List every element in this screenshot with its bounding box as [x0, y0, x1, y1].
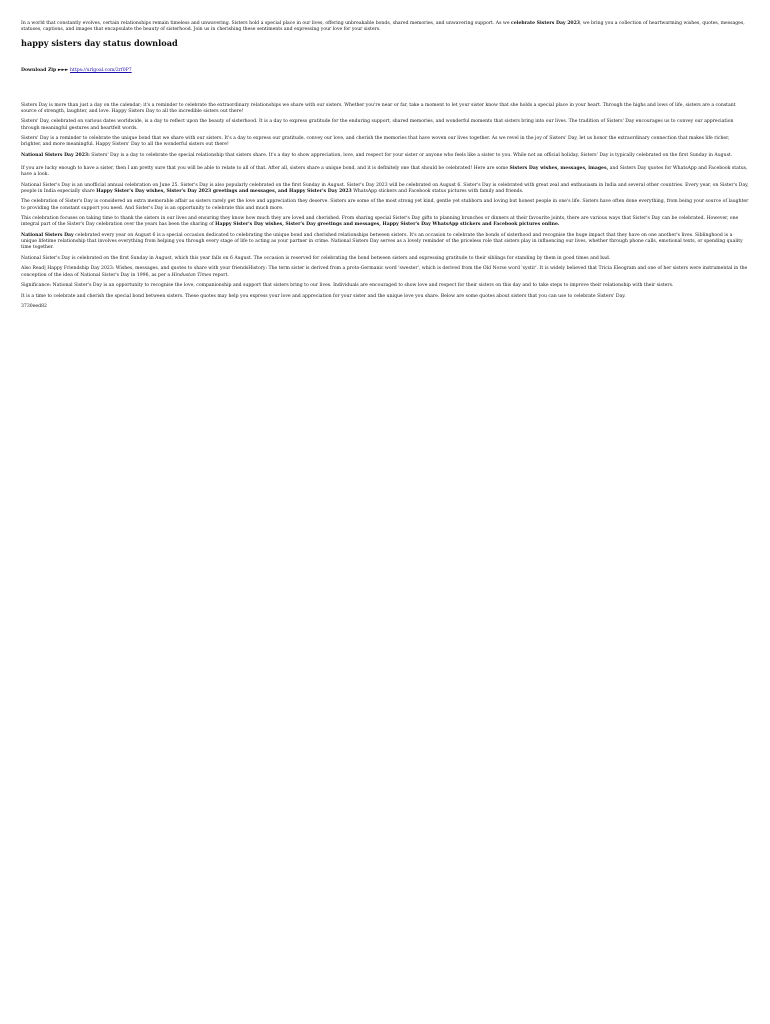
- paragraph-9-text: celebrated every year on August 6 is a special occasion dedicated to celebrating the unique bond and cherished relationships between sisters. It's an occasion to celebrate the bonds of sisterhood and recognise the huge impact that they have on one another's lives. Siblinghood is a unique lifetime relationship that involves everything from helping you through every stage of life to acting as your partner in crime. National Sisters Day serves as a lovely reminder of the priceless role that sisters play in influencing our lives, whether through phone calls, emotional texts, or spending quality time together.: [21, 232, 743, 251]
- paragraph-7: The celebration of Sister's Day is considered an extra memorable affair as sisters rarely get the love and appreciation they deserve. Sisters are some of the most strong yet kind, gentle yet stubborn and loving but honest people in one's life. Sisters have often done everything, from being your source of laughter to providing the constant support you need. And Sister's Day is an opportunity to celebrate this and much more.: [21, 199, 749, 211]
- paragraph-9: [21, 233, 749, 252]
- download-line: [21, 68, 749, 74]
- paragraph-6-after: WhatsApp stickers and Facebook status pictures with family and friends.: [351, 188, 524, 194]
- paragraph-4-text: Sisters' Day is a day to celebrate the special relationship that sisters share. It's a day to show appreciation, love, and respect for your sister or anyone who feels like a sister to you. While not an official holiday, Sisters' Day is typically celebrated on the first Sunday in August.: [89, 152, 733, 158]
- intro-paragraph: [21, 21, 749, 34]
- paragraph-8: [21, 216, 749, 229]
- paragraph-1: Sisters Day is more than just a day on the calendar; it's a reminder to celebrate the extraordinary relationships we share with our sisters. Whether you're near or far, take a moment to let your sister know that she holds a special place in your heart. Through the highs and lows of life, sisters are a constant source of strength, laughter, and love. Happy Sisters Day to all the incredible sisters out there!: [21, 102, 736, 114]
- paragraph-11-before: Also Read| Happy Friendship Day 2023: Wishes, messages, and quotes to share with your friendsHistory: The term sister is derived from a proto-Germanic word 'swester', which is derived from the Old Norse word 'systir'. It is widely believed that Tricia Eleogram and one of her sisters were instrumental in the conception of the idea of National Sister's Day in 1996, as per a: [21, 266, 748, 278]
- paragraph-11: [21, 266, 749, 279]
- paragraph-5-bold: Sisters Day wishes, messages, images,: [509, 165, 609, 171]
- paragraph-11-italic: Hindustan Times: [171, 272, 212, 278]
- intro-text-before: In a world that constantly evolves, certain relationships remain timeless and unwavering. Sisters hold a special place in our lives, offering unbreakable bonds, shared memories, and unwavering support. As we: [21, 21, 512, 26]
- paragraph-10: National Sister's Day is celebrated on the first Sunday in August, which this year falls on 6 August. The occasion is reserved for celebrating the bond between sisters and expressing gratitude to their siblings for standing by them in good times and bad.: [21, 255, 611, 261]
- intro-bold: celebrate Sisters Day 2023: [511, 21, 580, 26]
- paragraph-8-before: This celebration focuses on taking time to thank the sisters in our lives and ensuring they know how much they are loved and cherished. From sharing special Sister's Day gifts to planning brunches or dinners at their favourite joints, there are various ways that Sister's Day can be celebrated. However, one integral part of the Sister's Day celebration over the years has been the sharing of: [21, 216, 739, 228]
- paragraph-12: Significance: National Sister's Day is an opportunity to recognise the love, companionship and support that sisters bring to our lives. Individuals are encouraged to show love and respect for their sisters on this day and to take steps to improve their relationship with their sisters.: [21, 283, 674, 289]
- paragraph-6: [21, 183, 749, 196]
- paragraph-6-before: National Sister's Day is an unofficial annual celebration on June 25. Sister's Day is also popularly celebrated on the first Sunday in August. Sister's Day 2023 will be celebrated on August 6. Sister's Day is celebrated with great zeal and enthusiasm in India and several other countries. Every year, on Sister's Day, people in India especially share: [21, 182, 749, 194]
- download-link[interactable]: https://urlgoal.com/2rf0P7: [70, 67, 132, 73]
- paragraph-3: Sisters' Day is a reminder to celebrate the unique bond that we share with our sisters. It's a day to express our gratitude, convey our love, and cherish the memories that have woven our lives together. As we revel in the joy of Sisters' Day, let us honor the extraordinary connection that makes life richer, brighter, and more meaningful. Happy Sisters' Day to all the wonderful sisters out there!: [21, 136, 730, 148]
- paragraph-4: [21, 153, 749, 159]
- paragraph-11-after: report.: [211, 272, 229, 278]
- paragraph-5-before: If you are lucky enough to have a sister, then I am pretty sure that you will be able to relate to all of that. After all, sisters share a unique bond, and it is definitely one that should be celebrated! Here are some: [21, 165, 510, 171]
- paragraph-4-bold: National Sisters Day 2023:: [21, 152, 90, 158]
- paragraph-2: Sisters' Day, celebrated on various dates worldwide, is a day to reflect upon the beauty of sisterhood. It is a day to express gratitude for the enduring support, shared memories, and wonderful moments that sisters bring into our lives. The tradition of Sisters' Day encourages us to convey our appreciation through meaningful gestures and heartfelt words.: [21, 119, 734, 131]
- paragraph-5-after: and Sisters Day quotes for WhatsApp and Facebook status, have a look.: [21, 165, 748, 178]
- paragraph-9-bold: National Sisters Day: [21, 232, 74, 238]
- paragraph-13: It is a time to celebrate and cherish the special bond between sisters. These quotes may help you express your love and appreciation for your sister and the unique love you share. Below are some quotes about sisters that you can use to celebrate Sisters' Day.: [21, 293, 626, 299]
- paragraph-6-bold: Happy Sister's Day wishes, Sister's Day 2023 greetings and messages, and Happy Sister's Day 2023: [96, 188, 352, 194]
- paragraph-8-bold: Happy Sister's Day wishes, Sister's Day greetings and messages, Happy Sister's Day WhatsApp stickers and Facebook pictures online.: [215, 222, 560, 228]
- page-title: happy sisters day status download: [21, 37, 178, 48]
- download-label: Download Zip ►►►: [21, 67, 71, 73]
- paragraph-5: [21, 166, 749, 179]
- intro-text-after: , we bring you a collection of heartwarming wishes, quotes, messages, statuses, captions, and images that encapsulate the beauty of sisterhood. Join us in cherishing these sentiments and expressing your love for your sisters.: [21, 21, 745, 33]
- footer-code: 3730eed82: [21, 304, 47, 310]
- article: [0, 0, 770, 310]
